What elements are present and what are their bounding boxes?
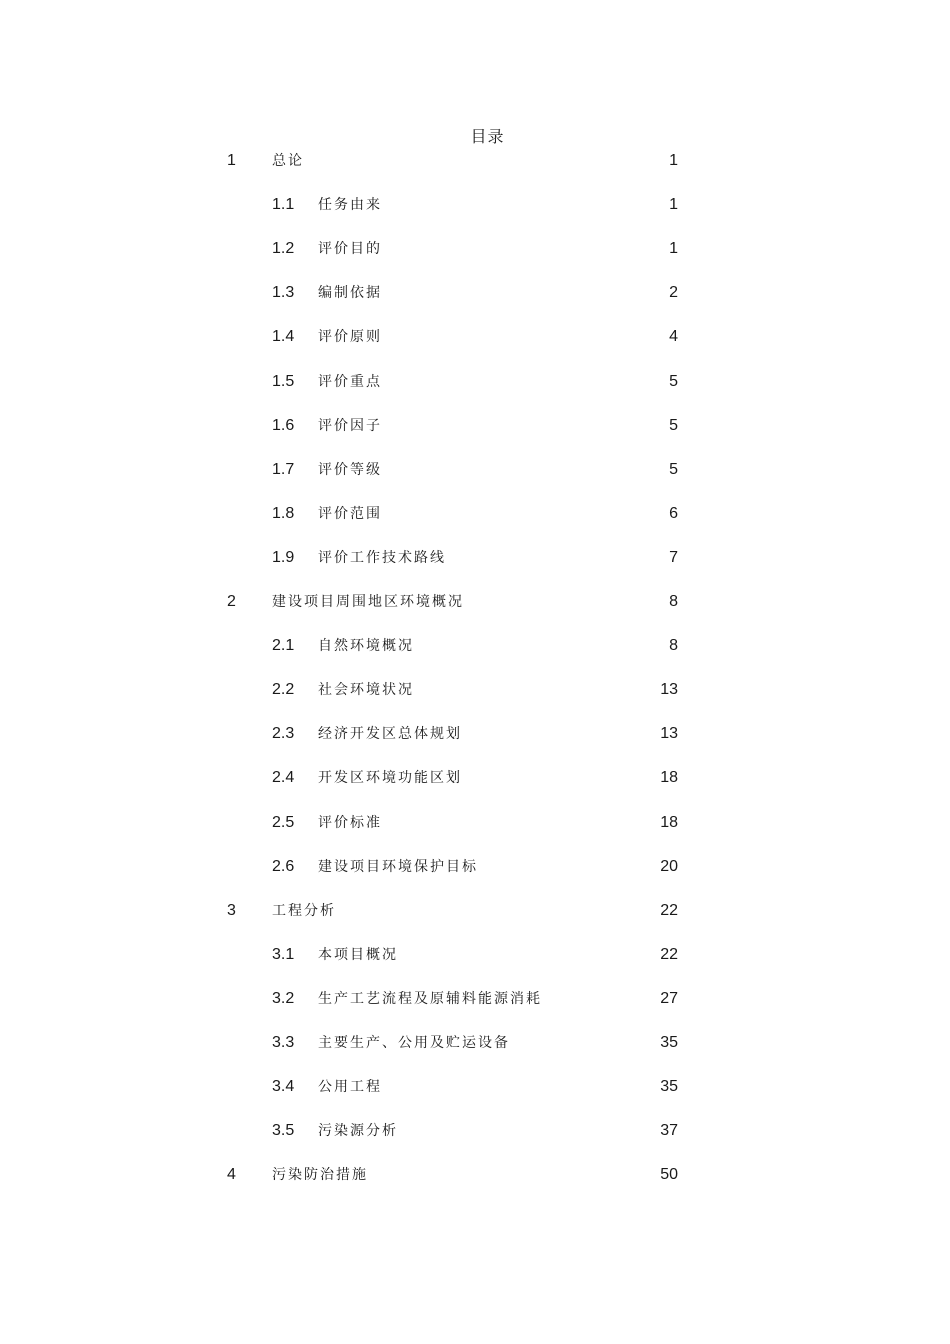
toc-entry[interactable]	[0, 1119, 950, 1143]
toc-entry[interactable]	[0, 546, 950, 570]
toc-entry-label: 评价重点	[318, 373, 382, 390]
toc-entry-number: 4	[227, 1166, 236, 1184]
toc-entry-page-number: 1	[669, 196, 678, 214]
toc-entry-label: 评价目的	[318, 241, 382, 258]
toc-entry-number: 1.4	[272, 328, 295, 346]
toc-entry-number: 3.4	[272, 1078, 295, 1096]
toc-entry-number: 3.3	[272, 1034, 295, 1051]
toc-entry-page-number: 5	[669, 416, 678, 434]
toc-entry-label: 社会环境状况	[318, 682, 414, 699]
toc-entry-number: 3.2	[272, 989, 295, 1007]
toc-entry-label: 建设项目周围地区环境概况	[272, 594, 464, 610]
toc-entry-number: 2.3	[272, 725, 295, 743]
toc-entry-number: 1.3	[272, 284, 295, 302]
toc-entry-label: 工程分析	[272, 902, 336, 919]
toc-entry-number: 2.5	[272, 813, 295, 831]
toc-entry-number: 1.6	[272, 416, 295, 434]
toc-entry[interactable]	[0, 943, 950, 967]
toc-entry[interactable]	[0, 722, 950, 746]
toc-entry-label: 建设项目环境保护目标	[318, 858, 478, 875]
toc-entry-page-number: 8	[669, 637, 678, 655]
toc-entry[interactable]	[0, 590, 950, 614]
toc-entry[interactable]	[0, 766, 950, 790]
toc-entry-label: 总论	[272, 153, 304, 169]
toc-entry-label: 公用工程	[318, 1079, 382, 1096]
toc-entry-label: 自然环境概况	[318, 638, 414, 655]
toc-entry[interactable]	[0, 899, 950, 923]
toc-title: 目录	[470, 127, 505, 146]
toc-entry-number: 2.6	[272, 857, 295, 875]
toc-entry[interactable]	[0, 634, 950, 658]
toc-entry[interactable]	[0, 193, 950, 217]
toc-entry-label: 评价原则	[318, 329, 382, 346]
toc-entry-number: 3.1	[272, 945, 295, 963]
toc-entry-label: 评价范围	[318, 505, 382, 522]
toc-entry-number: 2.2	[272, 681, 295, 699]
toc-entry[interactable]	[0, 1163, 950, 1187]
toc-entry[interactable]	[0, 1031, 950, 1055]
toc-entry-number: 2	[227, 593, 236, 610]
toc-entry[interactable]	[0, 281, 950, 305]
toc-entry[interactable]	[0, 237, 950, 261]
toc-entry-label: 污染源分析	[318, 1123, 398, 1140]
toc-entry-label: 评价等级	[318, 461, 382, 478]
toc-entry[interactable]	[0, 370, 950, 394]
toc-entry-label: 开发区环境功能区划	[318, 770, 462, 787]
toc-entry-label: 编制依据	[318, 285, 382, 302]
toc-entry-number: 1.9	[272, 548, 295, 566]
toc-entry[interactable]	[0, 149, 950, 173]
toc-entry-label: 生产工艺流程及原辅料能源消耗	[318, 990, 542, 1007]
toc-entry-number: 1	[227, 152, 236, 169]
toc-entry-page-number: 5	[669, 460, 678, 478]
toc-entry-page-number: 8	[669, 593, 678, 610]
toc-entry-label: 本项目概况	[318, 946, 398, 963]
toc-entry[interactable]	[0, 458, 950, 482]
toc-entry-page-number: 18	[660, 769, 678, 787]
toc-entry-number: 1.2	[272, 240, 295, 258]
toc-entry-page-number: 27	[660, 989, 678, 1007]
toc-entry-page-number: 35	[660, 1034, 678, 1051]
toc-entry-label: 评价因子	[318, 417, 382, 434]
toc-entry-page-number: 50	[660, 1166, 678, 1184]
toc-entry-number: 1.7	[272, 460, 295, 478]
toc-entry-page-number: 37	[660, 1122, 678, 1140]
toc-entry-label: 评价标准	[318, 814, 382, 831]
toc-entry-page-number: 13	[660, 725, 678, 743]
toc-entry-page-number: 35	[660, 1078, 678, 1096]
toc-entry-page-number: 7	[669, 548, 678, 566]
toc-entry-page-number: 22	[660, 901, 678, 919]
toc-entry-label: 污染防治措施	[272, 1167, 368, 1184]
toc-entry[interactable]	[0, 855, 950, 879]
toc-entry-label: 评价工作技术路线	[318, 549, 446, 566]
toc-entry-page-number: 22	[660, 945, 678, 963]
toc-entry-page-number: 1	[669, 240, 678, 258]
toc-entry-number: 2.1	[272, 637, 295, 655]
toc-entry-label: 经济开发区总体规划	[318, 726, 462, 743]
toc-entry-number: 3.5	[272, 1122, 295, 1140]
toc-entry[interactable]	[0, 987, 950, 1011]
toc-entry-number: 1.5	[272, 372, 295, 390]
toc-entry-page-number: 6	[669, 504, 678, 522]
toc-entry[interactable]	[0, 325, 950, 349]
toc-entry-page-number: 5	[669, 372, 678, 390]
toc-entry-page-number: 1	[669, 152, 678, 169]
toc-entry-page-number: 2	[669, 284, 678, 302]
toc-entry-label: 主要生产、公用及贮运设备	[318, 1035, 510, 1051]
toc-entry-page-number: 13	[660, 681, 678, 699]
toc-entry-number: 2.4	[272, 769, 295, 787]
toc-entry-page-number: 20	[660, 857, 678, 875]
toc-entry[interactable]	[0, 811, 950, 835]
toc-entry[interactable]	[0, 502, 950, 526]
toc-entry-number: 1.1	[272, 196, 295, 214]
toc-entry-label: 任务由来	[318, 197, 382, 214]
toc-entry-number: 3	[227, 901, 236, 919]
toc-entry-number: 1.8	[272, 504, 295, 522]
toc-entry[interactable]	[0, 414, 950, 438]
toc-entry[interactable]	[0, 678, 950, 702]
toc-entry[interactable]	[0, 1075, 950, 1099]
toc-entry-page-number: 4	[669, 328, 678, 346]
toc-entry-page-number: 18	[660, 813, 678, 831]
